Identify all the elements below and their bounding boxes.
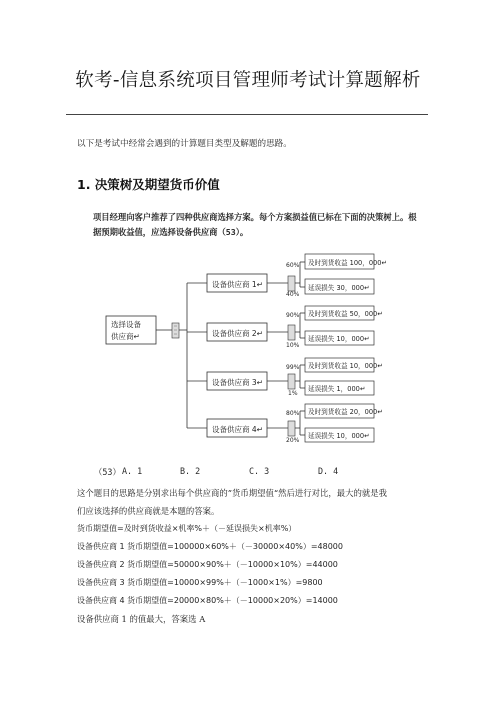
outcome-3-top: 及时到货收益 10，000↵ <box>308 362 383 370</box>
supplier-1-label: 设备供应商 1↵ <box>212 280 263 289</box>
intro-paragraph: 以下是考试中经常会遇到的计算题目类型及解题的思路。 <box>77 139 292 149</box>
option-b: B. 2 <box>180 466 201 476</box>
root-node-label-2: 供应商↵ <box>111 332 140 341</box>
probability-2-top: 90% <box>286 312 300 319</box>
outcome-1-top: 及时到货收益 100，000↵ <box>308 259 387 267</box>
outcome-3-bottom: 延误损失 1，000↵ <box>308 385 366 393</box>
question-line-1: 项目经理向客户推荐了四种供应商选择方案。每个方案损益值已标在下面的决策树上。根 <box>93 212 417 222</box>
option-d: D. 4 <box>318 466 339 476</box>
section-heading: 1. 决策树及期望货币价值 <box>77 177 220 192</box>
chance-node-1 <box>288 276 295 291</box>
outcome-2-top: 及时到货收益 50，000↵ <box>308 310 383 318</box>
root-decision-node <box>172 323 179 338</box>
option-c: C. 3 <box>249 466 270 476</box>
probability-1-bottom: 40% <box>286 291 300 298</box>
chance-node-3 <box>288 374 295 389</box>
root-node-label-1: 选择设备 <box>111 320 141 329</box>
answer-line: 设备供应商 1 的值最大，答案选 A <box>77 614 206 624</box>
explanation-line-1: 这个题目的思路是分别求出每个供应商的”货币期望值“然后进行对比，最大的就是我 <box>77 488 388 498</box>
probability-2-bottom: 10% <box>286 342 300 349</box>
probability-3-bottom: 1% <box>288 390 298 397</box>
supplier-3-label: 设备供应商 3↵ <box>212 378 263 387</box>
calc-supplier-3: 设备供应商 3 货币期望值=10000×99%＋（－1000×1%）=9800 <box>77 578 323 587</box>
probability-3-top: 99% <box>286 364 300 371</box>
option-a: A. 1 <box>122 466 143 476</box>
supplier-4-label: 设备供应商 4↵ <box>212 425 263 434</box>
outcome-1-bottom: 延误损失 30，000↵ <box>308 284 370 292</box>
calc-supplier-4: 设备供应商 4 货币期望值=20000×80%＋（－10000×20%）=14000 <box>77 596 338 605</box>
outcome-4-top: 及时到货收益 20，000↵ <box>308 408 383 416</box>
probability-1-top: 60% <box>286 262 300 269</box>
outcome-2-bottom: 延误损失 10，000↵ <box>308 335 370 343</box>
formula-line: 货币期望值=及时到货收益×机率%＋（－延误损失×机率%） <box>77 524 297 533</box>
document-title: 软考-信息系统项目管理师考试计算题解析 <box>75 70 421 91</box>
probability-4-top: 80% <box>286 410 300 417</box>
probability-4-bottom: 20% <box>286 437 300 444</box>
question-line-2: 据预期收益值，应选择设备供应商（53）。 <box>93 227 249 237</box>
outcome-4-bottom: 延误损失 10，000↵ <box>308 432 370 440</box>
question-number: （53） <box>94 467 121 477</box>
supplier-2-label: 设备供应商 2↵ <box>212 329 263 338</box>
chance-node-4 <box>288 421 295 436</box>
calc-supplier-1: 设备供应商 1 货币期望值=100000×60%＋（－30000×40%）=48000 <box>77 542 343 551</box>
chance-node-2 <box>288 325 295 340</box>
explanation-line-2: 们应该选择的供应商就是本题的答案。 <box>77 506 220 516</box>
calc-supplier-2: 设备供应商 2 货币期望值=50000×90%＋（－10000×10%）=44000 <box>77 560 338 569</box>
